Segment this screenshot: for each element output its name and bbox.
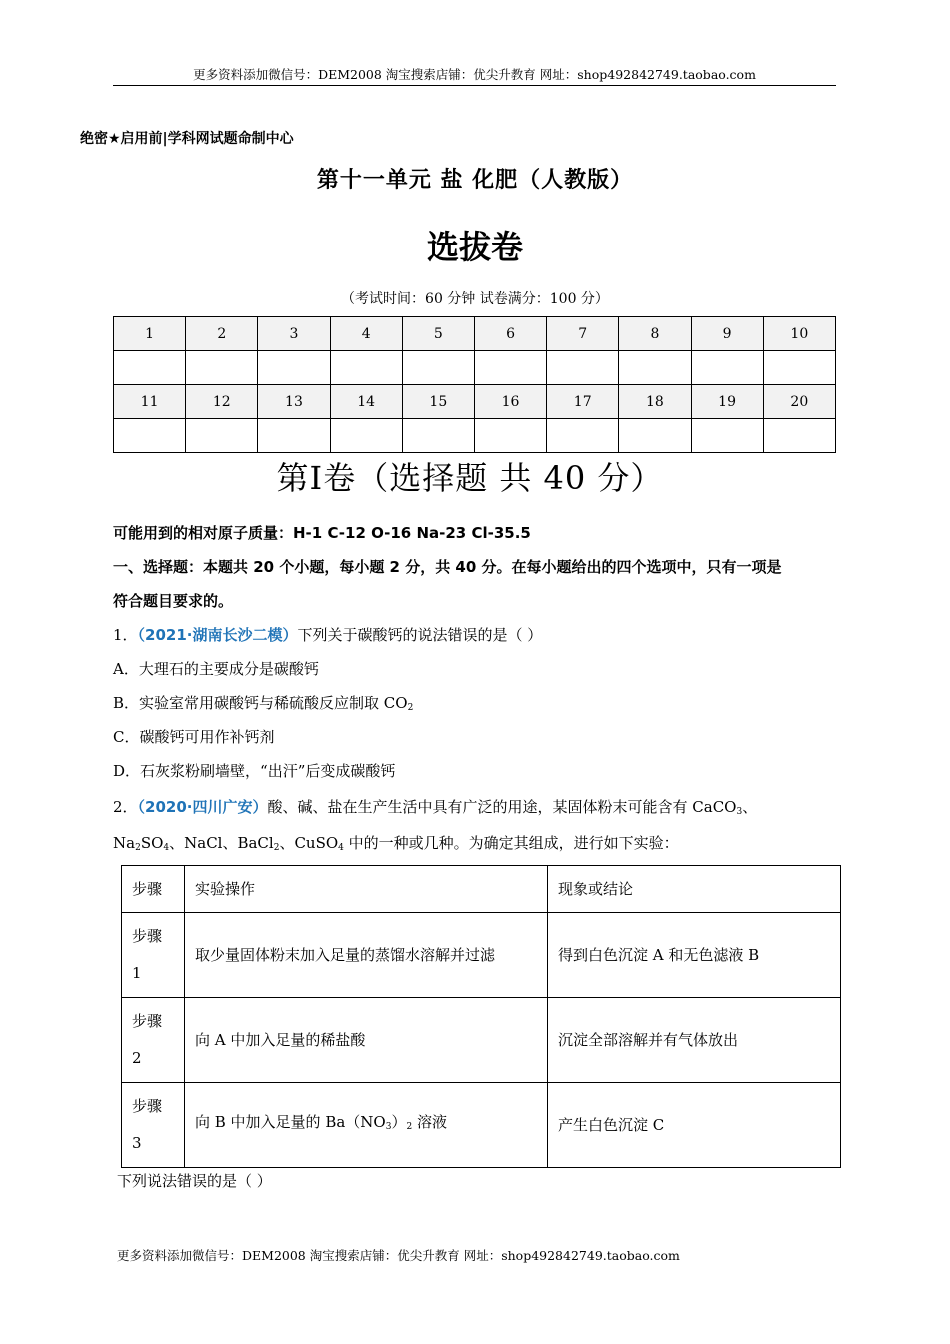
option-a[interactable]: A．大理石的主要成分是碳酸钙 xyxy=(113,660,319,678)
answer-cell[interactable] xyxy=(474,351,546,385)
step-label: 步骤 xyxy=(132,1012,163,1030)
answer-grid-number-row xyxy=(114,317,836,351)
page-footer: 更多资料添加微信号：DEM2008 淘宝搜索店铺：优尖升教育 网址：shop492842749.taobao.com xyxy=(117,1248,680,1263)
answer-number: 11 xyxy=(114,385,186,419)
formula-text: Na xyxy=(113,834,136,852)
formula-text: 、NaCl、BaCl xyxy=(169,834,274,852)
result-cell: 得到白色沉淀 A 和无色滤液 B xyxy=(548,913,841,998)
exam-info: （考试时间：60 分钟 试卷满分：100 分） xyxy=(341,291,609,307)
subscript: 4 xyxy=(338,843,344,853)
answer-number: 19 xyxy=(691,385,763,419)
answer-number: 20 xyxy=(763,385,835,419)
table-row xyxy=(122,913,841,998)
option-text: B．实验室常用碳酸钙与稀硫酸反应制取 CO xyxy=(113,694,408,712)
result-cell: 沉淀全部溶解并有气体放出 xyxy=(548,998,841,1083)
step-label: 步骤 xyxy=(132,927,163,945)
answer-number: 10 xyxy=(763,317,835,351)
subscript: 3 xyxy=(385,1122,392,1132)
table-header: 现象或结论 xyxy=(548,866,841,913)
answer-grid-blank-row xyxy=(114,419,836,453)
option-b[interactable] xyxy=(113,693,413,718)
question-2 xyxy=(113,797,757,822)
operation-cell: 向 A 中加入足量的稀盐酸 xyxy=(185,998,548,1083)
answer-grid-number-row xyxy=(114,385,836,419)
operation-text: ） xyxy=(391,1113,407,1131)
exam-title: 第十一单元 盐 化肥（人教版） xyxy=(316,168,634,193)
answer-number: 4 xyxy=(330,317,402,351)
question-stem: 酸、碱、盐在生产生活中具有广泛的用途，某固体粉末可能含有 CaCO xyxy=(267,798,737,816)
answer-cell[interactable] xyxy=(691,351,763,385)
experiment-table xyxy=(121,865,841,1168)
answer-cell[interactable] xyxy=(402,351,474,385)
answer-cell[interactable] xyxy=(114,419,186,453)
answer-cell[interactable] xyxy=(330,351,402,385)
operation-cell xyxy=(185,1083,548,1168)
answer-cell[interactable] xyxy=(330,419,402,453)
answer-cell[interactable] xyxy=(547,419,619,453)
answer-cell[interactable] xyxy=(619,351,691,385)
answer-grid-blank-row xyxy=(114,351,836,385)
step-label: 步骤 xyxy=(132,1097,163,1115)
answer-cell[interactable] xyxy=(402,419,474,453)
question-number: 2． xyxy=(113,798,138,816)
formula-text: 、CuSO xyxy=(279,834,339,852)
question-2-prompt: 下列说法错误的是（ ） xyxy=(117,1172,272,1190)
subscript: 2 xyxy=(135,843,141,853)
instructions-line-1: 一、选择题：本题共 20 个小题，每小题 2 分，共 40 分。在每小题给出的四个选项中，只有一项是 xyxy=(113,558,782,576)
answer-number: 7 xyxy=(547,317,619,351)
atomic-mass-note: 可能用到的相对原子质量：H-1 C-12 O-16 Na-23 Cl-35.5 xyxy=(113,524,531,542)
answer-number: 13 xyxy=(258,385,330,419)
answer-cell[interactable] xyxy=(186,351,258,385)
answer-number: 14 xyxy=(330,385,402,419)
question-stem-end: 、 xyxy=(742,798,758,816)
answer-cell[interactable] xyxy=(474,419,546,453)
question-stem: 下列关于碳酸钙的说法错误的是（ ） xyxy=(297,626,543,644)
question-2-line-2 xyxy=(113,833,679,858)
subscript: 2 xyxy=(407,703,414,713)
result-cell: 产生白色沉淀 C xyxy=(548,1083,841,1168)
confidential-label: 绝密★启用前|学科网试题命制中心 xyxy=(80,131,294,147)
formula-text: SO xyxy=(140,834,164,852)
table-header: 步骤 xyxy=(122,866,185,913)
option-d[interactable]: D．石灰浆粉刷墙壁，“出汗”后变成碳酸钙 xyxy=(113,762,396,780)
step-number: 1 xyxy=(132,964,142,982)
answer-number: 8 xyxy=(619,317,691,351)
answer-number: 15 xyxy=(402,385,474,419)
subscript: 4 xyxy=(163,843,170,853)
table-header: 实验操作 xyxy=(185,866,548,913)
table-row xyxy=(122,1083,841,1168)
header-divider xyxy=(113,85,836,86)
step-number: 2 xyxy=(132,1049,142,1067)
table-row xyxy=(122,998,841,1083)
answer-cell[interactable] xyxy=(258,419,330,453)
step-cell xyxy=(122,913,185,998)
answer-number: 12 xyxy=(186,385,258,419)
answer-number: 18 xyxy=(619,385,691,419)
operation-text: 向 B 中加入足量的 Ba（NO xyxy=(195,1113,386,1131)
answer-cell[interactable] xyxy=(547,351,619,385)
answer-number: 6 xyxy=(474,317,546,351)
section-title: 第Ⅰ卷（选择题 共 40 分） xyxy=(276,459,664,497)
operation-text: 溶液 xyxy=(412,1113,447,1131)
step-cell xyxy=(122,1083,185,1168)
page-header: 更多资料添加微信号：DEM2008 淘宝搜索店铺：优尖升教育 网址：shop492842749.taobao.com xyxy=(193,67,756,82)
subscript: 2 xyxy=(273,843,280,853)
answer-number: 17 xyxy=(547,385,619,419)
answer-cell[interactable] xyxy=(114,351,186,385)
answer-cell[interactable] xyxy=(258,351,330,385)
answer-number: 16 xyxy=(474,385,546,419)
answer-grid xyxy=(113,316,836,453)
answer-number: 1 xyxy=(114,317,186,351)
subscript: 3 xyxy=(736,807,743,817)
table-header-row xyxy=(122,866,841,913)
step-cell xyxy=(122,998,185,1083)
subscript: 2 xyxy=(406,1122,413,1132)
answer-cell[interactable] xyxy=(763,351,835,385)
answer-number: 2 xyxy=(186,317,258,351)
instructions-line-2: 符合题目要求的。 xyxy=(113,592,234,610)
answer-number: 9 xyxy=(691,317,763,351)
answer-cell[interactable] xyxy=(763,419,835,453)
question-number: 1． xyxy=(113,626,138,644)
answer-cell[interactable] xyxy=(619,419,691,453)
answer-number: 3 xyxy=(258,317,330,351)
question-source: （2021·湖南长沙二模） xyxy=(137,626,298,644)
exam-subtitle: 选拔卷 xyxy=(426,228,523,266)
operation-cell: 取少量固体粉末加入足量的蒸馏水溶解并过滤 xyxy=(185,913,548,998)
formula-text: 中的一种或几种。为确定其组成，进行如下实验： xyxy=(343,834,679,852)
answer-cell[interactable] xyxy=(691,419,763,453)
question-1 xyxy=(113,625,542,645)
option-c[interactable]: C．碳酸钙可用作补钙剂 xyxy=(113,728,275,746)
question-source: （2020·四川广安） xyxy=(137,798,268,816)
answer-number: 5 xyxy=(402,317,474,351)
step-number: 3 xyxy=(132,1134,142,1152)
answer-cell[interactable] xyxy=(186,419,258,453)
